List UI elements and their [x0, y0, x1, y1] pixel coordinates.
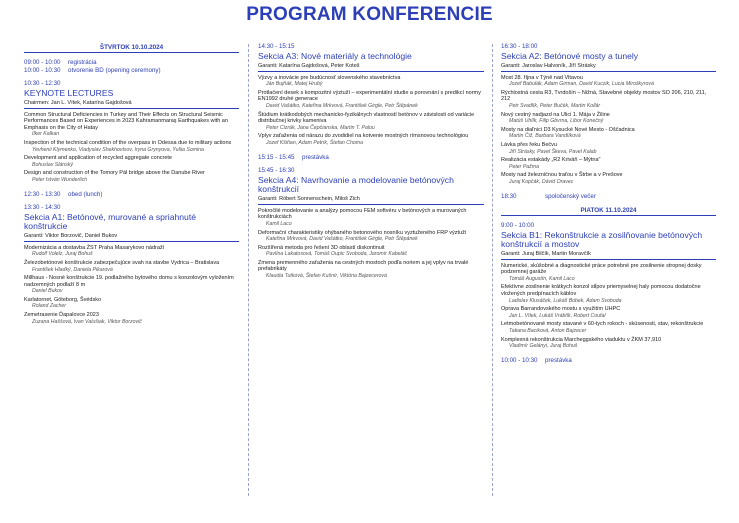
talk-title: Železobetónové konštrukcie zabezpečujúce svah na stavbe Vydrica – Bratislava — [24, 259, 220, 266]
talk-authors: Jozef Kšiňan, Adam Petrík, Štefan Choma — [266, 139, 363, 146]
session-title: KEYNOTE LECTURES — [24, 88, 114, 98]
talk-title: Letmobetónované mosty stavané v 60-tych rokoch - skúsenosti, stav, rekonštrukcie — [501, 321, 704, 328]
talk-title: Karlatornet, Göteborg, Švédsko — [24, 296, 102, 303]
talk-authors: Petr Svadlík, Peter Bučék, Martin Kollár — [509, 102, 601, 109]
session-title: Sekcia B1: Rekonštrukcie a zosilňovanie betónových konštrukcií a mostov — [501, 229, 703, 250]
talk-title: Vplyv zaťaženia od nárazu do zvodidiel na kotvenie mostných rímsnovou technológiou — [258, 133, 469, 140]
talk-authors: Jiří Strásky, Pavel Škeva, Pavel Kalab — [509, 148, 597, 155]
schedule-row-pause: 15:15 - 15:45 prestávka — [258, 153, 329, 161]
talk-title: Rozšířená metoda pro řešení 3D oblastí diskontinuit — [258, 244, 385, 251]
session-title: Sekcia A4: Navrhovanie a modelovanie betónových konštrukcií — [258, 174, 454, 195]
day-header: ŠTVRTOK 10.10.2024 — [24, 44, 239, 53]
talk-authors: Peter István Wunderlich — [32, 176, 88, 183]
talk-authors: Zuzana Haššová, Ivan Valušiak, Viktor Borzovič — [32, 318, 142, 325]
talk-title: Komplexná rekonštrukcia Marcheggského viaduktu v ŽKM 37,910 — [501, 336, 662, 343]
session-title: Sekcia A2: Betónové mosty a tunely — [501, 51, 639, 61]
talk-authors: Jan L. Vítek, Lukáš Vráblík, Robert Coufal — [509, 312, 606, 319]
talk-authors: Juraj Kopčák, Dávid Oravec — [509, 178, 574, 185]
talk-authors: Vladimír Gelányi, Juraj Bohuš — [509, 343, 578, 350]
session-time: 15:45 - 16:30 — [258, 166, 295, 174]
talk-title: Development and application of recycled aggregate concrete — [24, 155, 172, 162]
session-title: Sekcia A3: Nové materiály a technológie — [258, 51, 412, 61]
session-chairs: Garanti: Katarína Gajdošová, Peter Koteš — [258, 63, 484, 72]
column-afternoon — [258, 43, 484, 282]
schedule-row-evening: 18:30 spoločenský večer — [501, 192, 596, 200]
session-chairs: Chairmen: Jan L. Vítek, Katarína Gajdošová — [24, 100, 239, 109]
talk-title: Rýchlostná cesta R3, Tvrdošín – Nižná, Stavebné objekty mostov SO 206, 210, 211, 212 — [501, 89, 707, 103]
talk-authors: Ján Bujňák, Matej Hrubý — [266, 81, 323, 88]
talk-authors: Rudolf Volelz, Juraj Bohuš — [32, 251, 93, 258]
column-evening-friday — [501, 43, 716, 365]
talk-title: Pokročilé modelovanie a analýzy pomocou FEM softvéru v betónových a murovaných konštrukciách — [258, 207, 467, 221]
session-title: Sekcia A1: Betónové, murované a spriahnuté konštrukcie — [24, 211, 196, 232]
talk-title: Realizácia estakády „R2 Kriváň – Mýtna" — [501, 157, 601, 164]
talk-title: Mosty na diaľnici D3 Kysucké Nové Mesto - Oščadnica — [501, 126, 635, 133]
talk-authors: Bohuslav Slánský — [32, 161, 73, 168]
column-thursday — [24, 43, 239, 327]
talk-authors: František Hladký, Daniela Pikarová — [32, 266, 113, 273]
talk-title: Efektívne zosilnenie krátkych konzol stĺpov priemyselnej haly pomocou dodatočne vložených predpínacích káblov — [501, 284, 701, 298]
talk-title: Common Structural Deficiencies in Turkey and Their Effects on Structural Seismic Performances Based on Experiences in 2023 Kahramanmaraş Earthquakes with an Emphasis on the City of Hatay — [24, 111, 228, 131]
session-chairs: Garanti: Róbert Sonnenschein, Miloš Zich — [258, 196, 484, 205]
talk-title: Modernizácia a dostavba ŽST Praha Masarykovo nádraží — [24, 244, 165, 251]
session-time: 14:30 - 15:15 — [258, 43, 295, 50]
page-title: PROGRAM KONFERENCIE — [246, 4, 493, 25]
talk-authors: David Vašátko, Kateřina Mrkvová, František Girgle, Petr Štěpánek — [266, 102, 418, 109]
session-time: 9:00 - 10:00 — [501, 221, 535, 229]
talk-title: Zmena premenného zaťaženia na cestných mostoch podľa noriem a jej vplyv na trvalé prefabrikáty — [258, 259, 469, 273]
talk-authors: Ladislav Klusáček, Lukáš Bobek, Adam Svoboda — [509, 297, 622, 304]
talk-title: Výzvy a inovácie pre budúcnosť slovenského stavebníctva — [258, 74, 401, 81]
schedule-row-registration: 09:00 - 10:00 registrácia — [24, 59, 97, 66]
session-time: 10:30 - 12:30 — [24, 80, 61, 87]
talk-authors: Tomáš Augustín, Kamil Laco — [509, 275, 575, 282]
talk-title: Most 28. října v Týně nad Vltavou — [501, 74, 583, 81]
talk-title: Lávka přes řeku Bečvu — [501, 141, 557, 148]
talk-authors: Peter Cizrák, Jana Čepčianska, Martin T. Palou — [266, 124, 375, 131]
talk-authors: Klaudia Tutková, Štefan Kušnír, Viktória Bajzecerová — [266, 273, 387, 280]
column-divider — [492, 44, 493, 496]
schedule-row-lunch: 12:30 - 13:30 obed (lunch) — [24, 190, 103, 198]
session-chairs: Garanti: Jaroslav Halvoník, Jiří Strásky — [501, 63, 716, 72]
talk-authors: Matúš Uhlík, Filip Gbvrna, Libor Konečný — [509, 118, 604, 125]
talk-authors: Roland Zacher — [32, 303, 67, 310]
session-chairs: Garanti: Viktor Borzovič, Daniel Bukov — [24, 233, 239, 242]
talk-authors: Pavlína Lakatosová, Tomáš Oupic Svoboda, Jaromír Kabeláč — [266, 251, 408, 258]
schedule-row-pause: 10:00 - 10:30 prestávka — [501, 356, 572, 364]
talk-title: Protlačení desek s kompozitní výztuží – experimentální studie a porovnání s predikcí normy EN1992 druhé generace — [258, 89, 481, 103]
talk-authors: Daniel Bukov — [32, 288, 63, 295]
talk-authors: Yevhenii Klymenko, Viadyslav Shekhovtsov, Iryna Grynyova, Yuliia Somina — [32, 146, 204, 153]
talk-authors: Peter Pažma — [509, 163, 539, 170]
column-divider — [248, 44, 249, 496]
talk-title: Oprava Barrandovského mostu s využitím UHPC — [501, 306, 621, 313]
talk-title: Štúdium krátkodobých mechanicko-fyzikálnych vlastností betónov v závislosti od variácie distribučnej krivky kameniva — [258, 111, 475, 125]
talk-title: Zemetrasenie Ďapalovce 2023 — [24, 312, 99, 319]
talk-title: Nový cestný nadjazd na Ulici 1. Mája v Žiline — [501, 111, 610, 118]
talk-authors: Jozef Babulák, Adam Girman, David Kuczik, Lucia Miroškyrová — [509, 81, 654, 88]
talk-title: Mosty nad železničnou traťou v Štrbe a v Prešove — [501, 172, 623, 179]
day-header: PIATOK 11.10.2024 — [501, 207, 716, 216]
talk-authors: Ilker Kalkan — [32, 131, 60, 138]
talk-authors: Martin Čiž, Barbara Vandlíková — [509, 133, 581, 140]
talk-authors: Kateřina Mrkvová, David Vašátko, František Girgle, Petr Štěpánek — [266, 236, 418, 243]
talk-authors: Tatiana Baciková, Anton Bajzecer — [509, 328, 587, 335]
session-chairs: Garanti: Juraj Bilčík, Martin Moravčík — [501, 251, 716, 260]
session-time: 13:30 - 14:30 — [24, 203, 61, 211]
talk-title: Numerické, skúšobné a diagnostické práce potrebné pre zosilnenie stropnej dosky podzemnej garáže — [501, 262, 702, 276]
schedule-row-opening: 10:00 - 10:30 otvorenie BD (opening ceremony) — [24, 67, 161, 74]
talk-title: Millhaus - Nosné konštrukcie 19. podlažného bytového domu s konzolovým vyložením nadzemných podlaží 8 m — [24, 275, 234, 288]
talk-title: Design and construction of the Tomory Pál bridge above the Danube River — [24, 170, 205, 177]
session-time: 16:30 - 18:00 — [501, 43, 538, 50]
talk-title: Deformační charakteristiky ohýbaného betonového nosníku vyztuženého FRP výztuží — [258, 229, 467, 236]
talk-title: Inspection of the technical condition of the overpass in Odessa due to military actions — [24, 139, 232, 146]
talk-authors: Kamil Laco — [266, 220, 292, 227]
